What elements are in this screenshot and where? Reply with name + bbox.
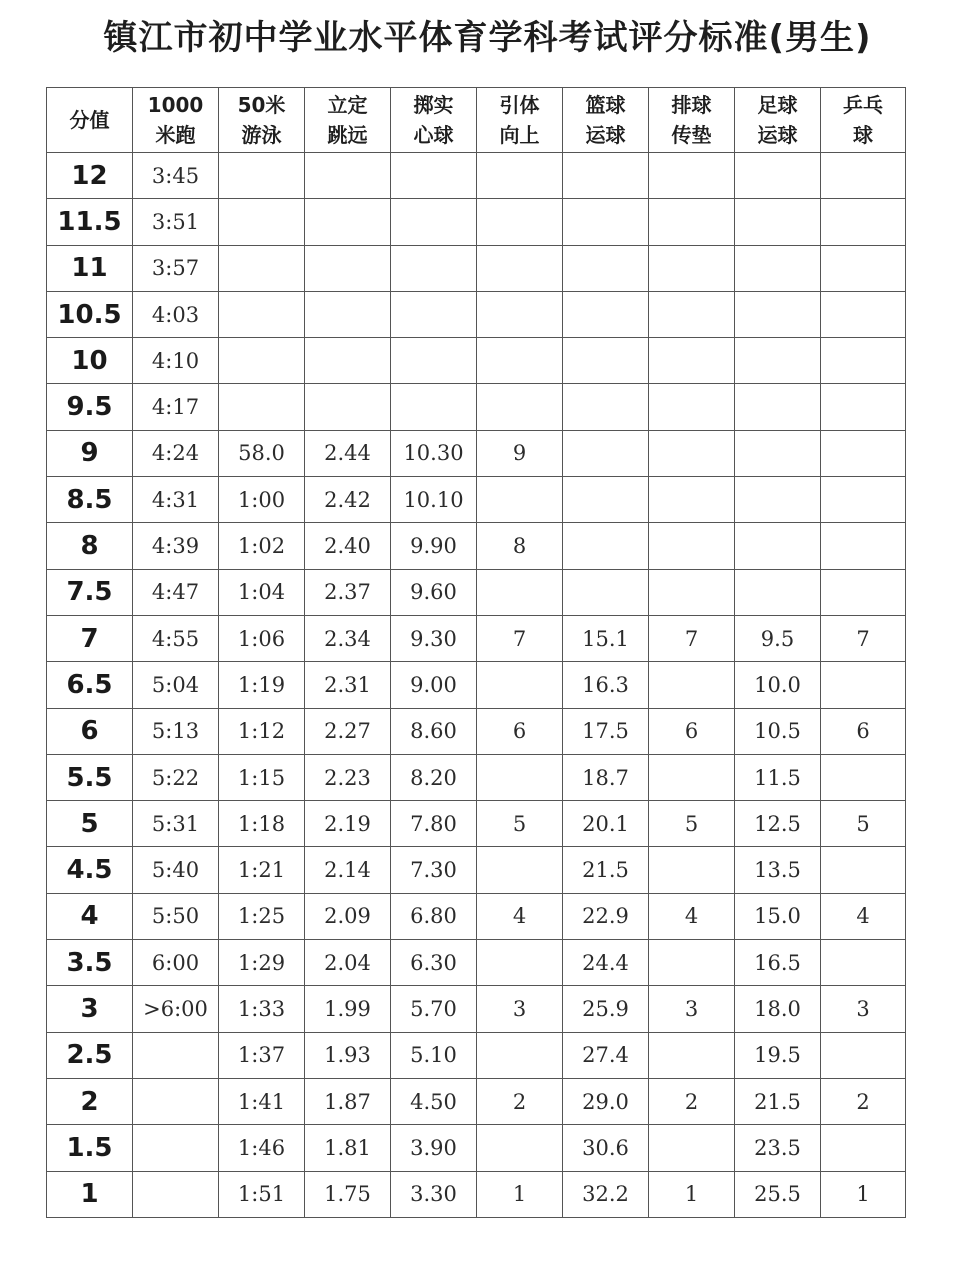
table-cell: 6	[649, 708, 735, 754]
table-cell: 1:18	[219, 801, 305, 847]
table-cell	[219, 199, 305, 245]
table-row	[47, 662, 906, 708]
table-cell: 6	[821, 708, 906, 754]
table-cell: 1.93	[305, 1032, 391, 1078]
table-cell	[305, 291, 391, 337]
table-cell	[649, 153, 735, 199]
table-row	[47, 153, 906, 199]
table-cell	[563, 384, 649, 430]
table-cell: 13.5	[735, 847, 821, 893]
header-football-dribble	[735, 88, 821, 153]
table-cell	[735, 338, 821, 384]
header-label: 1000 米跑	[147, 93, 204, 147]
table-cell: 15.1	[563, 615, 649, 661]
table-cell: 19.5	[735, 1032, 821, 1078]
table-cell: 18.0	[735, 986, 821, 1032]
table-cell: 1:33	[219, 986, 305, 1032]
table-cell: 4	[477, 893, 563, 939]
table-cell: 2	[477, 1078, 563, 1124]
table-cell: 1:37	[219, 1032, 305, 1078]
table-cell: 6:00	[133, 940, 219, 986]
table-cell	[305, 199, 391, 245]
table-cell	[219, 291, 305, 337]
table-cell	[649, 569, 735, 615]
table-cell: 1.99	[305, 986, 391, 1032]
table-cell	[649, 1125, 735, 1171]
score-cell: 1.5	[47, 1125, 133, 1171]
table-cell: 10.30	[391, 430, 477, 476]
header-label: 篮球 运球	[585, 93, 626, 147]
table-cell: 4:17	[133, 384, 219, 430]
table-cell: 2.42	[305, 477, 391, 523]
table-cell: 12.5	[735, 801, 821, 847]
header-volleyball-pass	[649, 88, 735, 153]
page-title: 镇江市初中学业水平体育学科考试评分标准(男生)	[103, 18, 872, 58]
table-body	[47, 153, 906, 1218]
table-cell	[563, 153, 649, 199]
table-cell	[649, 291, 735, 337]
score-cell: 10	[47, 338, 133, 384]
table-cell: 16.3	[563, 662, 649, 708]
score-cell: 11.5	[47, 199, 133, 245]
table-cell: 16.5	[735, 940, 821, 986]
table-cell	[133, 1032, 219, 1078]
table-cell: 4:31	[133, 477, 219, 523]
table-row	[47, 384, 906, 430]
table-cell: 9.30	[391, 615, 477, 661]
table-cell	[821, 477, 906, 523]
table-cell	[735, 291, 821, 337]
table-row	[47, 291, 906, 337]
table-cell: 2.19	[305, 801, 391, 847]
table-cell	[563, 199, 649, 245]
table-cell	[821, 199, 906, 245]
table-cell	[563, 569, 649, 615]
table-row	[47, 1078, 906, 1124]
table-row	[47, 754, 906, 800]
table-cell	[649, 430, 735, 476]
table-cell	[563, 291, 649, 337]
table-cell: 3.90	[391, 1125, 477, 1171]
table-cell: 4:39	[133, 523, 219, 569]
table-cell	[649, 477, 735, 523]
table-cell: 23.5	[735, 1125, 821, 1171]
table-cell: 5.70	[391, 986, 477, 1032]
table-cell: 58.0	[219, 430, 305, 476]
table-cell: 1:46	[219, 1125, 305, 1171]
table-row	[47, 430, 906, 476]
table-cell: 1	[477, 1171, 563, 1217]
scoring-table	[46, 87, 906, 1218]
table-cell	[477, 291, 563, 337]
table-cell: 25.9	[563, 986, 649, 1032]
table-cell	[821, 1032, 906, 1078]
score-cell: 4.5	[47, 847, 133, 893]
table-cell: 9.90	[391, 523, 477, 569]
table-cell: 9.5	[735, 615, 821, 661]
table-row	[47, 893, 906, 939]
table-cell	[391, 384, 477, 430]
table-cell	[563, 523, 649, 569]
table-cell	[391, 291, 477, 337]
table-cell	[477, 477, 563, 523]
table-cell	[477, 569, 563, 615]
table-row	[47, 708, 906, 754]
table-cell	[477, 245, 563, 291]
table-cell: 2.23	[305, 754, 391, 800]
table-cell	[821, 523, 906, 569]
score-cell: 4	[47, 893, 133, 939]
table-cell: 5	[821, 801, 906, 847]
table-cell	[735, 430, 821, 476]
score-cell: 6.5	[47, 662, 133, 708]
table-cell	[821, 662, 906, 708]
table-cell	[391, 338, 477, 384]
score-cell: 1	[47, 1171, 133, 1217]
table-row	[47, 199, 906, 245]
table-cell	[821, 291, 906, 337]
table-cell	[391, 245, 477, 291]
table-row	[47, 477, 906, 523]
table-cell	[649, 523, 735, 569]
table-cell	[477, 662, 563, 708]
score-cell: 9.5	[47, 384, 133, 430]
table-row	[47, 1171, 906, 1217]
table-cell	[649, 662, 735, 708]
table-row	[47, 801, 906, 847]
table-cell: 1:00	[219, 477, 305, 523]
table-cell: 1	[649, 1171, 735, 1217]
table-cell	[649, 1032, 735, 1078]
header-label: 立定 跳远	[327, 93, 368, 147]
table-cell	[305, 338, 391, 384]
table-cell: 24.4	[563, 940, 649, 986]
score-cell: 2.5	[47, 1032, 133, 1078]
table-cell: 2.40	[305, 523, 391, 569]
table-cell: 21.5	[563, 847, 649, 893]
table-cell: 10.5	[735, 708, 821, 754]
table-cell	[477, 153, 563, 199]
table-cell	[219, 338, 305, 384]
table-cell	[477, 1032, 563, 1078]
table-cell: 4:55	[133, 615, 219, 661]
header-standing-long-jump	[305, 88, 391, 153]
table-cell	[821, 940, 906, 986]
table-cell: 11.5	[735, 754, 821, 800]
table-cell	[649, 245, 735, 291]
table-cell: 2.09	[305, 893, 391, 939]
table-cell	[219, 153, 305, 199]
table-cell	[563, 477, 649, 523]
table-cell: 7	[821, 615, 906, 661]
table-cell	[133, 1125, 219, 1171]
table-cell: 8.20	[391, 754, 477, 800]
score-cell: 8.5	[47, 477, 133, 523]
table-cell: 25.5	[735, 1171, 821, 1217]
score-cell: 3	[47, 986, 133, 1032]
table-cell: 21.5	[735, 1078, 821, 1124]
table-cell: 10.0	[735, 662, 821, 708]
table-cell	[649, 940, 735, 986]
table-row	[47, 245, 906, 291]
table-cell	[477, 847, 563, 893]
table-cell	[649, 847, 735, 893]
table-cell	[735, 153, 821, 199]
table-cell: 1:06	[219, 615, 305, 661]
table-cell: 2.31	[305, 662, 391, 708]
table-cell: 3	[477, 986, 563, 1032]
table-cell	[649, 384, 735, 430]
table-cell: 7.80	[391, 801, 477, 847]
table-row	[47, 940, 906, 986]
score-cell: 6	[47, 708, 133, 754]
table-cell: 2.27	[305, 708, 391, 754]
table-cell: 4:47	[133, 569, 219, 615]
table-cell	[391, 199, 477, 245]
table-row	[47, 338, 906, 384]
table-cell: 10.10	[391, 477, 477, 523]
table-cell: 4:10	[133, 338, 219, 384]
table-cell: 1:51	[219, 1171, 305, 1217]
table-cell: 1:25	[219, 893, 305, 939]
header-label: 排球 传垫	[671, 93, 712, 147]
score-cell: 2	[47, 1078, 133, 1124]
table-cell	[821, 847, 906, 893]
table-row	[47, 1125, 906, 1171]
table-cell: 18.7	[563, 754, 649, 800]
header-score	[47, 88, 133, 153]
table-row	[47, 986, 906, 1032]
header-label: 掷实 心球	[413, 93, 454, 147]
table-cell: 2.37	[305, 569, 391, 615]
header-label: 分值	[69, 108, 110, 132]
table-cell: 9.00	[391, 662, 477, 708]
table-cell: 1:19	[219, 662, 305, 708]
table-cell: 20.1	[563, 801, 649, 847]
header-row	[47, 88, 906, 153]
table-cell	[477, 384, 563, 430]
table-cell: 5	[649, 801, 735, 847]
table-cell	[649, 338, 735, 384]
table-cell: 1.87	[305, 1078, 391, 1124]
table-cell	[735, 384, 821, 430]
table-cell: 1	[821, 1171, 906, 1217]
table-cell: 2.04	[305, 940, 391, 986]
table-cell: 1:02	[219, 523, 305, 569]
header-pull-up	[477, 88, 563, 153]
table-cell: 2.44	[305, 430, 391, 476]
table-cell	[477, 199, 563, 245]
header-1000m-run	[133, 88, 219, 153]
score-cell: 9	[47, 430, 133, 476]
score-cell: 11	[47, 245, 133, 291]
table-cell: 1:21	[219, 847, 305, 893]
table-cell: 22.9	[563, 893, 649, 939]
table-cell	[821, 430, 906, 476]
table-cell: 6	[477, 708, 563, 754]
table-cell: 32.2	[563, 1171, 649, 1217]
table-cell	[735, 245, 821, 291]
header-label: 乒乓 球	[843, 93, 883, 147]
table-cell: 1:29	[219, 940, 305, 986]
table-cell: 5:22	[133, 754, 219, 800]
table-cell	[563, 430, 649, 476]
table-cell: 8.60	[391, 708, 477, 754]
table-cell: 15.0	[735, 893, 821, 939]
header-label: 足球 运球	[757, 93, 798, 147]
score-cell: 5.5	[47, 754, 133, 800]
table-cell: 9.60	[391, 569, 477, 615]
header-medicine-ball	[391, 88, 477, 153]
table-cell	[133, 1078, 219, 1124]
table-cell	[133, 1171, 219, 1217]
score-cell: 3.5	[47, 940, 133, 986]
table-row	[47, 615, 906, 661]
table-row	[47, 847, 906, 893]
table-cell: 3	[821, 986, 906, 1032]
table-cell: 2.14	[305, 847, 391, 893]
table-cell: 5.10	[391, 1032, 477, 1078]
score-cell: 8	[47, 523, 133, 569]
header-label: 50米 游泳	[237, 93, 286, 147]
table-cell: 1:41	[219, 1078, 305, 1124]
table-cell: 8	[477, 523, 563, 569]
table-cell: 7	[477, 615, 563, 661]
table-cell	[735, 523, 821, 569]
table-cell	[219, 245, 305, 291]
table-cell: 1:15	[219, 754, 305, 800]
header-50m-swim	[219, 88, 305, 153]
table-cell	[477, 754, 563, 800]
table-cell	[821, 569, 906, 615]
table-cell: 3.30	[391, 1171, 477, 1217]
table-cell: 3:45	[133, 153, 219, 199]
table-cell: 2	[821, 1078, 906, 1124]
table-row	[47, 523, 906, 569]
table-cell: 5:04	[133, 662, 219, 708]
table-cell: 4:24	[133, 430, 219, 476]
header-basketball-dribble	[563, 88, 649, 153]
table-cell	[821, 153, 906, 199]
table-cell	[563, 338, 649, 384]
table-row	[47, 569, 906, 615]
table-cell	[477, 338, 563, 384]
header-table-tennis	[821, 88, 906, 153]
table-cell	[821, 384, 906, 430]
table-cell	[305, 153, 391, 199]
table-cell: 6.80	[391, 893, 477, 939]
table-cell: 27.4	[563, 1032, 649, 1078]
table-cell	[649, 199, 735, 245]
table-cell	[649, 754, 735, 800]
table-cell: 4	[649, 893, 735, 939]
table-cell: 1:12	[219, 708, 305, 754]
table-cell: 29.0	[563, 1078, 649, 1124]
header-label: 引体 向上	[499, 93, 540, 147]
table-cell: 2	[649, 1078, 735, 1124]
score-cell: 12	[47, 153, 133, 199]
table-cell: 5:31	[133, 801, 219, 847]
table-cell	[821, 754, 906, 800]
table-cell: 17.5	[563, 708, 649, 754]
score-cell: 7.5	[47, 569, 133, 615]
table-cell: 1.81	[305, 1125, 391, 1171]
table-cell: 9	[477, 430, 563, 476]
table-cell: 4:03	[133, 291, 219, 337]
table-cell: 3:51	[133, 199, 219, 245]
table-cell	[821, 338, 906, 384]
table-cell: 7.30	[391, 847, 477, 893]
table-cell: 5:40	[133, 847, 219, 893]
table-cell: 5:13	[133, 708, 219, 754]
table-cell: >6:00	[133, 986, 219, 1032]
table-cell: 3:57	[133, 245, 219, 291]
table-cell	[563, 245, 649, 291]
table-cell: 5:50	[133, 893, 219, 939]
table-cell	[477, 1125, 563, 1171]
table-cell: 4	[821, 893, 906, 939]
table-cell	[305, 384, 391, 430]
table-cell	[391, 153, 477, 199]
table-cell	[821, 245, 906, 291]
table-cell: 7	[649, 615, 735, 661]
table-cell: 3	[649, 986, 735, 1032]
score-cell: 10.5	[47, 291, 133, 337]
table-cell: 1.75	[305, 1171, 391, 1217]
table-cell	[735, 477, 821, 523]
score-cell: 5	[47, 801, 133, 847]
table-cell	[735, 569, 821, 615]
table-cell: 2.34	[305, 615, 391, 661]
score-cell: 7	[47, 615, 133, 661]
table-cell: 4.50	[391, 1078, 477, 1124]
table-cell: 30.6	[563, 1125, 649, 1171]
table-cell	[735, 199, 821, 245]
table-cell: 1:04	[219, 569, 305, 615]
table-cell	[477, 940, 563, 986]
table-cell	[219, 384, 305, 430]
table-cell: 5	[477, 801, 563, 847]
table-cell	[305, 245, 391, 291]
table-row	[47, 1032, 906, 1078]
table-cell: 6.30	[391, 940, 477, 986]
table-cell	[821, 1125, 906, 1171]
